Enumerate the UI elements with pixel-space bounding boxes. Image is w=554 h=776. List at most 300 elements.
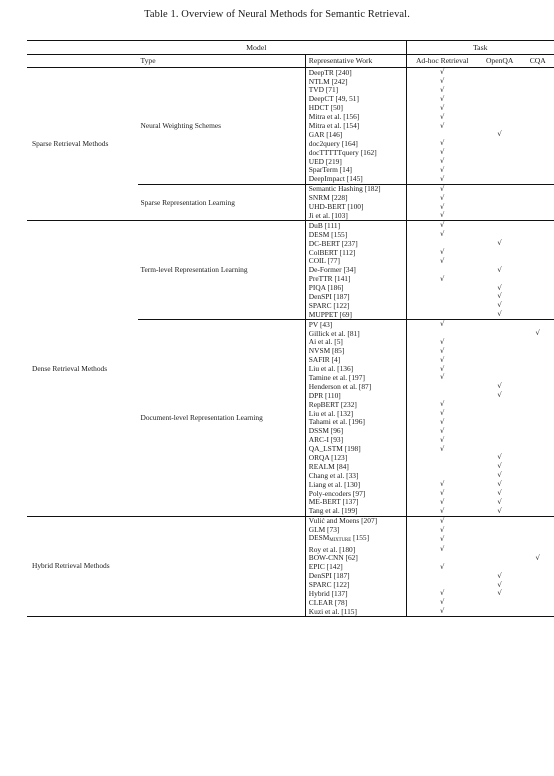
cqa-cell	[521, 382, 554, 391]
method-name: Hybrid Retrieval Methods	[27, 516, 138, 616]
check-mark: √	[439, 85, 445, 94]
cqa-cell	[521, 248, 554, 257]
representative-work	[305, 202, 406, 211]
adhoc-cell	[406, 139, 478, 148]
work-name: UED [219]	[308, 156, 342, 166]
cqa-cell	[521, 498, 554, 507]
work-name: Liang et al. [130]	[308, 479, 361, 489]
openqa-cell	[478, 112, 522, 121]
representative-work	[305, 516, 406, 525]
work-name: ORQA [123]	[308, 452, 348, 462]
check-mark: √	[439, 103, 445, 112]
cqa-cell	[521, 534, 554, 545]
adhoc-cell	[406, 257, 478, 266]
adhoc-cell	[406, 554, 478, 563]
work-name: DeepCT [49, 51]	[308, 94, 359, 104]
cqa-cell	[521, 507, 554, 516]
work-name: Kuzi et al. [115]	[308, 606, 357, 616]
adhoc-cell	[406, 104, 478, 113]
cqa-cell	[521, 68, 554, 77]
openqa-cell	[478, 462, 522, 471]
representative-work	[305, 545, 406, 554]
cqa-cell	[521, 462, 554, 471]
check-mark: √	[439, 121, 445, 130]
cqa-cell	[521, 338, 554, 347]
cqa-cell	[521, 257, 554, 266]
type-name: Neural Weighting Schemes	[138, 68, 306, 185]
method-name: Sparse Retrieval Methods	[27, 68, 138, 221]
openqa-cell	[478, 184, 522, 193]
check-mark: √	[439, 364, 445, 373]
cqa-cell	[521, 166, 554, 175]
cqa-cell	[521, 356, 554, 365]
adhoc-cell	[406, 480, 478, 489]
work-name: DESM [155]	[308, 229, 348, 239]
representative-work	[305, 112, 406, 121]
openqa-cell	[478, 221, 522, 230]
work-name: TVD [71]	[308, 85, 339, 95]
openqa-cell	[478, 329, 522, 338]
adhoc-cell	[406, 283, 478, 292]
check-mark: √	[497, 283, 502, 292]
cqa-cell	[521, 230, 554, 239]
cqa-cell	[521, 184, 554, 193]
adhoc-cell	[406, 239, 478, 248]
type-name	[138, 516, 306, 616]
representative-work	[305, 373, 406, 382]
representative-work	[305, 571, 406, 580]
cqa-cell	[521, 516, 554, 525]
openqa-cell	[478, 166, 522, 175]
work-name: ColBERT [112]	[308, 247, 356, 257]
work-name: ARC-I [93]	[308, 435, 344, 445]
representative-work	[305, 121, 406, 130]
adhoc-cell	[406, 373, 478, 382]
openqa-cell	[478, 545, 522, 554]
adhoc-cell	[406, 274, 478, 283]
adhoc-cell	[406, 86, 478, 95]
work-name: ME-BERT [137]	[308, 497, 359, 507]
openqa-cell	[478, 364, 522, 373]
openqa-cell	[478, 148, 522, 157]
representative-work	[305, 356, 406, 365]
openqa-cell	[478, 347, 522, 356]
work-name: SPARC [122]	[308, 300, 350, 310]
check-mark: √	[439, 417, 445, 426]
openqa-cell	[478, 391, 522, 400]
check-mark: √	[439, 320, 445, 329]
check-mark: √	[439, 516, 445, 525]
work-name: CLEAR [78]	[308, 597, 348, 607]
openqa-cell	[478, 507, 522, 516]
work-name: NTLM [242]	[308, 76, 348, 86]
work-name: EPIC [142]	[308, 562, 343, 572]
openqa-cell	[478, 257, 522, 266]
work-name: BOW-CNN [62]	[308, 553, 358, 563]
openqa-cell	[478, 598, 522, 607]
representative-work	[305, 391, 406, 400]
check-mark: √	[439, 248, 445, 256]
openqa-cell	[478, 230, 522, 239]
work-name: PreTTR [141]	[308, 274, 351, 284]
work-name: Poly-encoders [97]	[308, 488, 366, 498]
openqa-cell	[478, 283, 522, 292]
adhoc-cell	[406, 193, 478, 202]
adhoc-cell	[406, 563, 478, 572]
adhoc-cell	[406, 221, 478, 230]
table-row	[27, 516, 554, 525]
check-mark: √	[439, 373, 445, 382]
representative-work	[305, 554, 406, 563]
representative-work	[305, 319, 406, 328]
table-row	[27, 221, 554, 230]
adhoc-cell	[406, 598, 478, 607]
work-name: DC-BERT [237]	[308, 238, 358, 248]
check-mark: √	[535, 329, 540, 338]
check-mark: √	[439, 202, 445, 211]
representative-work	[305, 418, 406, 427]
cqa-cell	[521, 563, 554, 572]
check-mark: √	[439, 157, 445, 166]
adhoc-cell	[406, 292, 478, 301]
openqa-cell	[478, 373, 522, 382]
cqa-cell	[521, 580, 554, 589]
work-name: Mitra et al. [154]	[308, 121, 360, 131]
cqa-cell	[521, 310, 554, 319]
openqa-cell	[478, 589, 522, 598]
check-mark: √	[497, 391, 502, 400]
check-mark: √	[497, 506, 502, 515]
adhoc-cell	[406, 356, 478, 365]
openqa-cell	[478, 319, 522, 328]
check-mark: √	[439, 274, 445, 283]
cqa-cell	[521, 373, 554, 382]
work-name: RepBERT [232]	[308, 399, 357, 409]
openqa-cell	[478, 554, 522, 563]
check-mark: √	[439, 230, 445, 239]
check-mark: √	[439, 346, 445, 355]
openqa-cell	[478, 157, 522, 166]
type-name: Term-level Representation Learning	[138, 221, 306, 320]
cqa-cell	[521, 409, 554, 418]
openqa-cell	[478, 301, 522, 310]
cqa-cell	[521, 525, 554, 534]
adhoc-cell	[406, 148, 478, 157]
header-type: Type	[138, 55, 306, 68]
cqa-cell	[521, 157, 554, 166]
work-name: doc2query [164]	[308, 138, 358, 148]
representative-work	[305, 589, 406, 598]
work-name: DuB [111]	[308, 220, 341, 230]
openqa-cell	[478, 139, 522, 148]
openqa-cell	[478, 292, 522, 301]
check-mark: √	[497, 310, 502, 319]
representative-work	[305, 400, 406, 409]
representative-work	[305, 489, 406, 498]
work-name: DESM	[308, 533, 330, 543]
representative-work	[305, 175, 406, 184]
work-name: DPR [110]	[308, 390, 341, 400]
cqa-cell	[521, 221, 554, 230]
check-mark: √	[439, 139, 445, 148]
adhoc-cell	[406, 364, 478, 373]
cqa-cell	[521, 400, 554, 409]
work-name: Tang et al. [199]	[308, 506, 358, 516]
work-name: PV [43]	[308, 319, 333, 329]
check-mark: √	[439, 193, 445, 202]
cqa-cell	[521, 329, 554, 338]
check-mark: √	[439, 400, 445, 409]
representative-work	[305, 266, 406, 275]
openqa-cell	[478, 356, 522, 365]
work-name: Gillick et al. [81]	[308, 328, 360, 338]
check-mark: √	[439, 497, 445, 506]
check-mark: √	[439, 489, 445, 498]
openqa-cell	[478, 436, 522, 445]
cqa-cell	[521, 471, 554, 480]
adhoc-cell	[406, 301, 478, 310]
check-mark: √	[497, 130, 502, 139]
representative-work	[305, 329, 406, 338]
openqa-cell	[478, 248, 522, 257]
cqa-cell	[521, 364, 554, 373]
cqa-cell	[521, 571, 554, 580]
openqa-cell	[478, 77, 522, 86]
cqa-cell	[521, 202, 554, 211]
check-mark: √	[439, 148, 445, 157]
representative-work	[305, 427, 406, 436]
representative-work	[305, 230, 406, 239]
work-name: Liu et al. [132]	[308, 408, 354, 418]
work-name: Ai et al. [5]	[308, 337, 343, 347]
openqa-cell	[478, 571, 522, 580]
work-name: Tamine et al. [197]	[308, 372, 365, 382]
adhoc-cell	[406, 589, 478, 598]
representative-work	[305, 453, 406, 462]
adhoc-cell	[406, 400, 478, 409]
adhoc-cell	[406, 95, 478, 104]
openqa-cell	[478, 453, 522, 462]
work-name: Ji et al. [103]	[308, 210, 348, 220]
header-adhoc: Ad-hoc Retrieval	[406, 55, 478, 68]
check-mark: √	[439, 337, 445, 346]
cqa-cell	[521, 292, 554, 301]
cqa-cell	[521, 148, 554, 157]
type-name: Sparse Representation Learning	[138, 184, 306, 221]
work-name: Liu et al. [136]	[308, 364, 354, 374]
adhoc-cell	[406, 545, 478, 554]
header-model: Model	[27, 41, 406, 55]
adhoc-cell	[406, 525, 478, 534]
header-representative-work: Representative Work	[305, 55, 406, 68]
header-cqa: CQA	[521, 55, 554, 68]
adhoc-cell	[406, 462, 478, 471]
work-name: PIQA [186]	[308, 283, 344, 293]
adhoc-cell	[406, 391, 478, 400]
openqa-cell	[478, 563, 522, 572]
cqa-cell	[521, 480, 554, 489]
work-name: COIL [77]	[308, 256, 340, 266]
adhoc-cell	[406, 409, 478, 418]
representative-work	[305, 104, 406, 113]
adhoc-cell	[406, 157, 478, 166]
cqa-cell	[521, 545, 554, 554]
openqa-cell	[478, 498, 522, 507]
work-name: SAFIR [4]	[308, 355, 341, 365]
representative-work	[305, 301, 406, 310]
adhoc-cell	[406, 77, 478, 86]
work-name: Chang et al. [33]	[308, 470, 359, 480]
work-name: NVSM [85]	[308, 346, 345, 356]
check-mark: √	[439, 211, 445, 220]
work-name: HDCT [50]	[308, 103, 343, 113]
representative-work	[305, 409, 406, 418]
adhoc-cell	[406, 498, 478, 507]
cqa-cell	[521, 444, 554, 453]
openqa-cell	[478, 418, 522, 427]
caption-label: Table 1.	[144, 9, 179, 20]
openqa-cell	[478, 121, 522, 130]
representative-work	[305, 166, 406, 175]
representative-work	[305, 184, 406, 193]
table-caption	[0, 9, 554, 20]
adhoc-cell	[406, 534, 478, 545]
check-mark: √	[439, 535, 445, 544]
adhoc-cell	[406, 607, 478, 616]
cqa-cell	[521, 391, 554, 400]
adhoc-cell	[406, 489, 478, 498]
cqa-cell	[521, 589, 554, 598]
openqa-cell	[478, 471, 522, 480]
representative-work	[305, 534, 406, 545]
work-subscript: MIXTURE	[329, 538, 352, 544]
adhoc-cell	[406, 310, 478, 319]
work-name: SNRM [228]	[308, 193, 348, 203]
cqa-cell	[521, 607, 554, 616]
adhoc-cell	[406, 112, 478, 121]
openqa-cell	[478, 427, 522, 436]
work-name: docTTTTTquery [162]	[308, 147, 377, 157]
openqa-cell	[478, 95, 522, 104]
work-name: Semantic Hashing [182]	[308, 184, 381, 194]
work-name: UHD-BERT [100]	[308, 202, 364, 212]
adhoc-cell	[406, 338, 478, 347]
openqa-cell	[478, 274, 522, 283]
adhoc-cell	[406, 211, 478, 220]
cqa-cell	[521, 453, 554, 462]
cqa-cell	[521, 427, 554, 436]
check-mark: √	[497, 571, 502, 580]
openqa-cell	[478, 400, 522, 409]
openqa-cell	[478, 409, 522, 418]
openqa-cell	[478, 516, 522, 525]
openqa-cell	[478, 525, 522, 534]
check-mark: √	[497, 462, 502, 471]
openqa-cell	[478, 444, 522, 453]
check-mark: √	[497, 292, 502, 301]
openqa-cell	[478, 193, 522, 202]
cqa-cell	[521, 95, 554, 104]
openqa-cell	[478, 607, 522, 616]
adhoc-cell	[406, 347, 478, 356]
work-name: GAR [146]	[308, 129, 343, 139]
representative-work	[305, 598, 406, 607]
cqa-cell	[521, 211, 554, 220]
adhoc-cell	[406, 329, 478, 338]
work-name: Vulić and Moens [207]	[308, 516, 378, 526]
representative-work	[305, 347, 406, 356]
check-mark: √	[439, 77, 445, 86]
adhoc-cell	[406, 382, 478, 391]
work-name: De-Former [34]	[308, 265, 356, 275]
cqa-cell	[521, 436, 554, 445]
cqa-cell	[521, 266, 554, 275]
work-suffix: [155]	[351, 533, 370, 543]
check-mark: √	[439, 68, 445, 77]
openqa-cell	[478, 68, 522, 77]
adhoc-cell	[406, 319, 478, 328]
representative-work	[305, 193, 406, 202]
adhoc-cell	[406, 507, 478, 516]
check-mark: √	[497, 589, 502, 598]
adhoc-cell	[406, 184, 478, 193]
openqa-cell	[478, 489, 522, 498]
representative-work	[305, 310, 406, 319]
check-mark: √	[439, 607, 445, 616]
adhoc-cell	[406, 471, 478, 480]
cqa-cell	[521, 554, 554, 563]
check-mark: √	[439, 256, 445, 265]
adhoc-cell	[406, 571, 478, 580]
openqa-cell	[478, 534, 522, 545]
cqa-cell	[521, 274, 554, 283]
cqa-cell	[521, 239, 554, 248]
work-name: DeepImpact [145]	[308, 174, 363, 184]
work-name: Henderson et al. [87]	[308, 381, 372, 391]
work-name: Hybrid [137]	[308, 588, 348, 598]
table-body	[27, 68, 554, 617]
check-mark: √	[497, 265, 502, 274]
openqa-cell	[478, 310, 522, 319]
cqa-cell	[521, 598, 554, 607]
adhoc-cell	[406, 516, 478, 525]
representative-work	[305, 86, 406, 95]
representative-work	[305, 471, 406, 480]
representative-work	[305, 382, 406, 391]
cqa-cell	[521, 112, 554, 121]
work-name: SparTerm [14]	[308, 165, 352, 175]
cqa-cell	[521, 130, 554, 139]
type-name: Document-level Representation Learning	[138, 319, 306, 516]
adhoc-cell	[406, 453, 478, 462]
representative-work	[305, 498, 406, 507]
cqa-cell	[521, 319, 554, 328]
representative-work	[305, 338, 406, 347]
representative-work	[305, 607, 406, 616]
representative-work	[305, 283, 406, 292]
openqa-cell	[478, 104, 522, 113]
openqa-cell	[478, 130, 522, 139]
openqa-cell	[478, 382, 522, 391]
check-mark: √	[439, 545, 445, 553]
representative-work	[305, 239, 406, 248]
check-mark: √	[439, 589, 445, 598]
representative-work	[305, 148, 406, 157]
check-mark: √	[439, 221, 445, 230]
adhoc-cell	[406, 580, 478, 589]
openqa-cell	[478, 580, 522, 589]
cqa-cell	[521, 104, 554, 113]
